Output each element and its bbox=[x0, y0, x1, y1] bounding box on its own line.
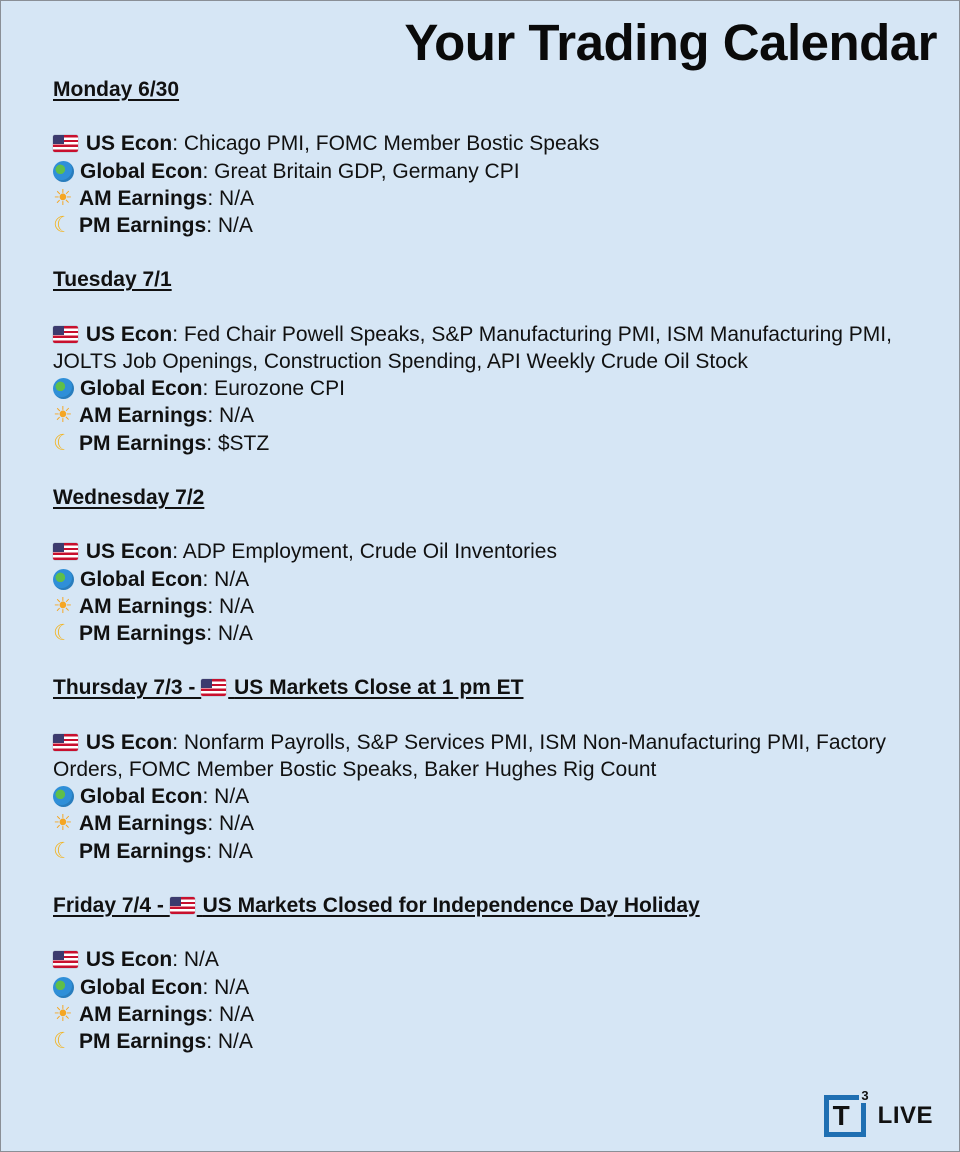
calendar-content bbox=[53, 76, 913, 1082]
logo-superscript: 3 bbox=[861, 1088, 869, 1103]
us-flag-icon bbox=[53, 543, 78, 560]
globe-icon bbox=[53, 378, 74, 399]
am-earnings-label: AM Earnings bbox=[79, 404, 208, 428]
day-header-text: Thursday 7/3 - bbox=[53, 676, 202, 700]
crescent-moon-icon: ☾ bbox=[53, 620, 73, 646]
am-earnings-value: : N/A bbox=[207, 404, 255, 428]
am-earnings-value: : N/A bbox=[207, 186, 255, 210]
day-header bbox=[53, 266, 913, 293]
am-earnings-label: AM Earnings bbox=[79, 812, 208, 836]
globe-icon bbox=[53, 569, 74, 590]
us-flag-icon bbox=[53, 326, 78, 343]
us-econ-value: : Nonfarm Payrolls, S&P Services PMI, ISM Non-Manufacturing PMI, Factory Orders, FOMC Member Bostic Speaks, Baker Hughes Rig Count bbox=[53, 730, 887, 781]
us-econ-line bbox=[53, 130, 913, 157]
pm-earnings-label: PM Earnings bbox=[79, 214, 207, 237]
am-earnings-label: AM Earnings bbox=[79, 1002, 208, 1026]
us-econ-line bbox=[53, 729, 913, 783]
day-header-note: US Markets Close at 1 pm ET bbox=[234, 676, 524, 700]
pm-earnings-line bbox=[53, 1028, 913, 1055]
sun-icon: ☀ bbox=[53, 185, 73, 211]
us-flag-icon bbox=[201, 679, 226, 696]
am-earnings-label: AM Earnings bbox=[79, 186, 208, 210]
us-flag-icon bbox=[170, 897, 195, 914]
sun-icon: ☀ bbox=[53, 403, 73, 429]
us-econ-value: : Chicago PMI, FOMC Member Bostic Speaks bbox=[172, 132, 600, 156]
us-econ-value: : Fed Chair Powell Speaks, S&P Manufacturing PMI, ISM Manufacturing PMI, JOLTS Job Openings, Construction Spending, API Weekly Crude Oil Stock bbox=[53, 322, 892, 373]
us-econ-value: : N/A bbox=[172, 948, 219, 972]
global-econ-label: Global Econ bbox=[80, 975, 203, 999]
crescent-moon-icon: ☾ bbox=[53, 1028, 73, 1054]
pm-earnings-value: : N/A bbox=[206, 214, 253, 237]
logo-mark bbox=[824, 1088, 869, 1137]
global-econ-value: : Great Britain GDP, Germany CPI bbox=[202, 159, 520, 183]
logo-letter: T bbox=[832, 1100, 850, 1131]
us-econ-label: US Econ bbox=[85, 132, 173, 156]
pm-earnings-value: : N/A bbox=[206, 839, 253, 863]
us-flag-icon bbox=[53, 135, 78, 152]
global-econ-label: Global Econ bbox=[80, 159, 203, 183]
day-header-text: Tuesday 7/1 bbox=[53, 268, 172, 292]
day-section-friday bbox=[53, 892, 913, 1055]
global-econ-value: : N/A bbox=[202, 975, 250, 999]
pm-earnings-label: PM Earnings bbox=[79, 839, 207, 863]
global-econ-value: : Eurozone CPI bbox=[202, 377, 345, 401]
global-econ-line bbox=[53, 783, 913, 810]
day-section-wednesday bbox=[53, 484, 913, 647]
day-header-text: Friday 7/4 - bbox=[53, 893, 170, 917]
global-econ-value: : N/A bbox=[202, 785, 250, 809]
pm-earnings-line bbox=[53, 838, 913, 865]
crescent-moon-icon: ☾ bbox=[53, 213, 73, 238]
day-header bbox=[53, 76, 913, 103]
day-header bbox=[53, 892, 913, 919]
pm-earnings-label: PM Earnings bbox=[79, 621, 207, 645]
am-earnings-value: : N/A bbox=[207, 1002, 255, 1026]
global-econ-line bbox=[53, 158, 913, 185]
am-earnings-line bbox=[53, 810, 913, 837]
day-header-text: Monday 6/30 bbox=[53, 78, 180, 101]
us-econ-label: US Econ bbox=[85, 540, 173, 564]
am-earnings-value: : N/A bbox=[207, 812, 255, 836]
global-econ-line bbox=[53, 566, 913, 593]
sun-icon: ☀ bbox=[53, 1001, 73, 1027]
pm-earnings-line bbox=[53, 430, 913, 457]
us-econ-label: US Econ bbox=[85, 322, 173, 346]
day-header bbox=[53, 674, 913, 701]
globe-icon bbox=[53, 161, 74, 182]
global-econ-line bbox=[53, 375, 913, 402]
day-section-tuesday bbox=[53, 266, 913, 456]
crescent-moon-icon: ☾ bbox=[53, 430, 73, 456]
logo-text: LIVE bbox=[877, 1102, 933, 1129]
us-econ-line bbox=[53, 538, 913, 565]
global-econ-label: Global Econ bbox=[80, 567, 203, 591]
pm-earnings-value: : N/A bbox=[206, 621, 253, 645]
am-earnings-line bbox=[53, 185, 913, 212]
global-econ-label: Global Econ bbox=[80, 785, 203, 809]
pm-earnings-label: PM Earnings bbox=[79, 431, 207, 455]
us-econ-label: US Econ bbox=[85, 948, 173, 972]
crescent-moon-icon: ☾ bbox=[53, 838, 73, 864]
us-flag-icon bbox=[53, 734, 78, 751]
page-title: Your Trading Calendar bbox=[404, 14, 937, 71]
am-earnings-value: : N/A bbox=[207, 594, 255, 618]
globe-icon bbox=[53, 786, 74, 807]
day-section-monday bbox=[53, 76, 913, 239]
pm-earnings-line bbox=[53, 212, 913, 239]
sun-icon: ☀ bbox=[53, 593, 73, 619]
pm-earnings-line bbox=[53, 620, 913, 647]
am-earnings-line bbox=[53, 1001, 913, 1028]
us-econ-line bbox=[53, 321, 913, 375]
sun-icon: ☀ bbox=[53, 811, 73, 837]
am-earnings-line bbox=[53, 402, 913, 429]
am-earnings-line bbox=[53, 593, 913, 620]
pm-earnings-value: : N/A bbox=[206, 1029, 253, 1053]
globe-icon bbox=[53, 977, 74, 998]
global-econ-label: Global Econ bbox=[80, 377, 203, 401]
day-header bbox=[53, 484, 913, 511]
day-header-text: Wednesday 7/2 bbox=[53, 485, 205, 509]
pm-earnings-label: PM Earnings bbox=[79, 1029, 207, 1053]
t3-live-logo bbox=[824, 1088, 933, 1137]
us-econ-value: : ADP Employment, Crude Oil Inventories bbox=[172, 540, 557, 564]
global-econ-line bbox=[53, 974, 913, 1001]
us-econ-label: US Econ bbox=[85, 730, 173, 754]
am-earnings-label: AM Earnings bbox=[79, 594, 208, 618]
day-header-note: US Markets Closed for Independence Day Holiday bbox=[202, 893, 700, 917]
day-section-thursday bbox=[53, 674, 913, 864]
us-flag-icon bbox=[53, 951, 78, 968]
global-econ-value: : N/A bbox=[202, 567, 250, 591]
pm-earnings-value: : $STZ bbox=[206, 431, 270, 455]
us-econ-line bbox=[53, 946, 913, 973]
